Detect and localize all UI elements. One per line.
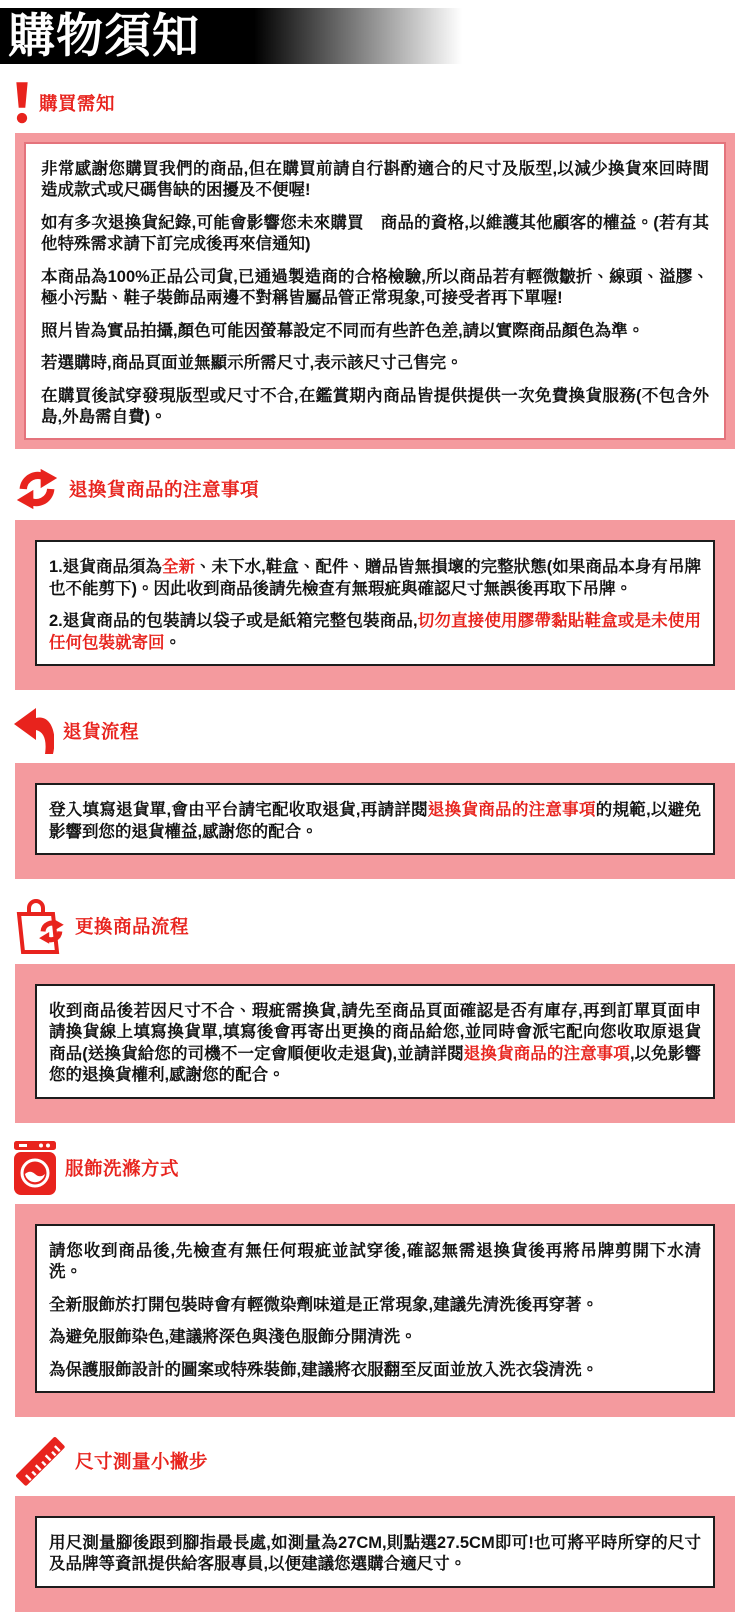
washing-machine-icon xyxy=(14,1141,56,1195)
sections xyxy=(0,82,750,1612)
paragraph xyxy=(49,1295,701,1316)
paragraph xyxy=(41,386,709,429)
title-banner xyxy=(0,8,462,64)
text-segment: 為保護服飾設計的圖案或特殊裝飾,建議將衣服翻至反面並放入洗衣袋清洗。 xyxy=(49,1360,599,1379)
paragraph xyxy=(41,353,709,374)
text-segment: ,以免影響您的退換貨權利,感謝您的配合。 xyxy=(49,1044,702,1085)
section-box xyxy=(15,763,735,879)
section-heading xyxy=(14,467,750,511)
section-heading xyxy=(14,708,750,754)
text-segment: 全新服飾於打開包裝時會有輕微染劑味道是正常現象,建議先清洗後再穿著。 xyxy=(49,1295,599,1314)
text-segment: 退換貨商品的注意事項 xyxy=(463,1044,630,1063)
paragraph xyxy=(49,1533,701,1576)
text-segment: 非常感謝您購買我們的商品,但在購買前請自行斟酌適合的尺寸及版型,以減少換貨來回時間造成款式或尺碼售缺的困擾及不便喔! xyxy=(41,160,709,200)
paragraph xyxy=(49,800,701,843)
text-segment: 的規範,以避免影響到您的退貨權益,感謝您的配合。 xyxy=(49,801,702,841)
paragraph xyxy=(49,611,701,654)
paragraph xyxy=(41,267,709,310)
text-segment: 請您收到商品後,先檢查有無任何瑕疵並試穿後,確認無需退換貨後再將吊牌剪開下水清洗。 xyxy=(49,1241,701,1282)
text-segment: 若選購時,商品頁面並無顯示所需尺寸,表示該尺寸己售完。 xyxy=(41,354,463,373)
paragraph xyxy=(49,1327,701,1348)
section-box-inner xyxy=(35,1224,715,1393)
section-title: 服飾洗滌方式 xyxy=(65,1157,180,1179)
paragraph xyxy=(49,1360,701,1381)
text-segment: 在購買後試穿發現版型或尺寸不合,在鑑賞期內商品皆提供提供一次免費換貨服務(不包含外島,外島需自費)。 xyxy=(41,386,709,426)
section-heading xyxy=(14,82,750,124)
exchange-bag-icon xyxy=(14,897,66,955)
return-arrow-icon xyxy=(14,708,54,754)
section-title: 購買需知 xyxy=(39,93,116,114)
section-box xyxy=(15,964,735,1123)
section-box xyxy=(15,520,735,690)
section-title: 尺寸測量小撇步 xyxy=(75,1450,209,1472)
paragraph xyxy=(49,1241,701,1284)
text-segment: 。 xyxy=(164,633,181,652)
paragraph xyxy=(41,213,709,256)
text-segment: 全新 xyxy=(161,558,196,577)
shopping-notice-page xyxy=(0,8,750,1612)
section-heading xyxy=(14,1141,750,1195)
section-heading xyxy=(14,897,750,955)
section-title: 退貨流程 xyxy=(63,721,140,743)
section-title: 更換商品流程 xyxy=(75,916,190,937)
page-title: 購物須知 xyxy=(8,8,200,62)
section-box-inner xyxy=(35,1516,715,1588)
text-segment: 、未下水,鞋盒、配件、贈品皆無損壞的完整狀態(如果商品本身有吊牌也不能剪下)。因此收到商品後請先檢查有無瑕疵與確認尺寸無誤後再取下吊牌。 xyxy=(49,558,701,598)
text-segment: 照片皆為實品拍攝,顏色可能因螢幕設定不同而有些許色差,請以實際商品顏色為準。 xyxy=(41,321,645,340)
section-box xyxy=(15,1204,735,1417)
text-segment: 如有多次退換貨紀錄,可能會影響您未來購買 商品的資格,以維護其他顧客的權益。(若有其他特殊需求請下訂完成後再來信通知) xyxy=(41,213,709,254)
ruler-icon xyxy=(14,1435,66,1487)
section-box-inner xyxy=(35,984,715,1099)
paragraph xyxy=(41,159,709,202)
text-segment: 用尺測量腳後跟到腳指最長處,如測量為27CM,則點選27.5CM即可!也可將平時所穿的尺寸及品牌等資訊提供給客服專員,以便建議您選購合適尺寸。 xyxy=(49,1533,701,1574)
paragraph xyxy=(49,557,701,600)
text-segment: 收到商品後若因尺寸不合、瑕疵需換貨,請先至商品頁面確認是否有庫存,再到訂單頁面申請換貨線上填寫換貨單,填寫後會再寄出更換的商品給您,並同時會派宅配向您收取原退貨商品(送換貨給您的司機不一定會順便收走退貨),並請詳閱 xyxy=(49,1002,701,1063)
text-segment: 登入填寫退貨單,會由平台請宅配收取退貨,再請詳閱 xyxy=(49,801,428,820)
text-segment: 本商品為100%正品公司貨,已通過製造商的合格檢驗,所以商品若有輕微皺折、線頭、溢膠、極小污點、鞋子裝飾品兩邊不對稱皆屬品管正常現象,可接受者再下單喔! xyxy=(41,267,709,308)
text-segment: 為避免服飾染色,建議將深色與淺色服飾分開清洗。 xyxy=(49,1328,417,1347)
paragraph xyxy=(41,321,709,342)
section-box-inner xyxy=(24,142,726,440)
text-segment: 退換貨商品的注意事項 xyxy=(427,801,596,820)
section-box-inner xyxy=(35,783,715,855)
recycle-icon xyxy=(14,467,60,511)
text-segment: 2.退貨商品的包裝請以袋子或是紙箱完整包裝商品, xyxy=(49,612,418,631)
section-box xyxy=(15,133,735,449)
section-box-inner xyxy=(35,540,715,666)
section-title: 退換貨商品的注意事項 xyxy=(69,479,260,501)
section-box xyxy=(15,1496,735,1612)
text-segment: 1.退貨商品須為 xyxy=(49,558,162,577)
text-segment: 切勿直接使用膠帶黏貼鞋盒或是未使用任何包裝就寄回 xyxy=(49,612,701,652)
exclamation-icon xyxy=(14,82,30,124)
section-heading xyxy=(14,1435,750,1487)
paragraph xyxy=(49,1001,701,1087)
